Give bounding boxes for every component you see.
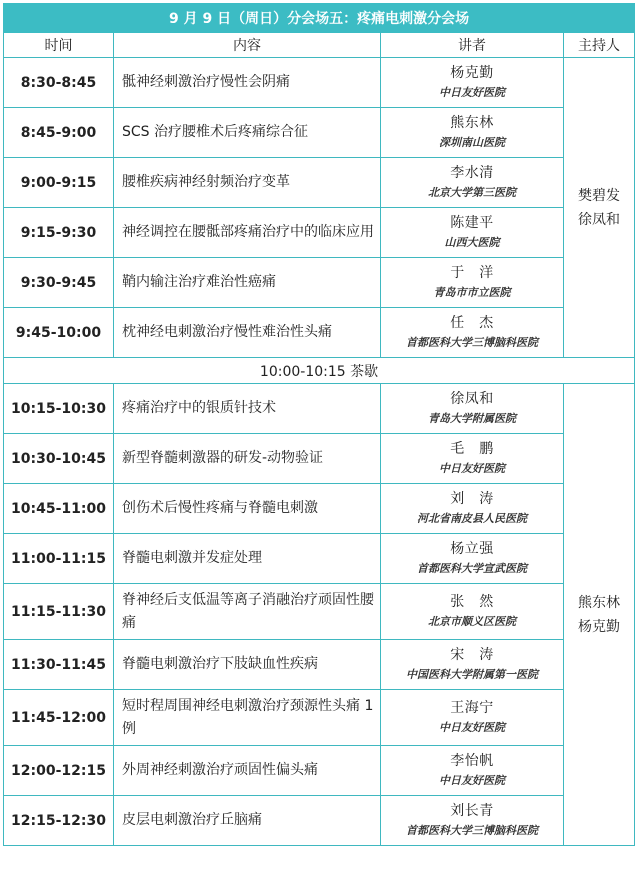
host-cell-session1 (564, 58, 635, 358)
header-host: 主持人 (564, 33, 635, 58)
speaker-cell (381, 584, 564, 640)
speaker-org: 北京大学第三医院 (428, 185, 516, 199)
speaker-cell (381, 308, 564, 358)
speaker-name: 李水清 (450, 164, 494, 181)
speaker-org: 北京市顺义区医院 (428, 614, 516, 628)
content-cell: 外周神经刺激治疗顽固性偏头痛 (114, 746, 381, 796)
content-cell: 新型脊髓刺激器的研发-动物验证 (114, 434, 381, 484)
speaker-name: 于 洋 (450, 264, 494, 281)
header-speaker: 讲者 (381, 33, 564, 58)
table-row (4, 584, 635, 640)
speaker-org: 青岛市市立医院 (433, 285, 511, 299)
speaker-cell (381, 640, 564, 690)
speaker-cell (381, 158, 564, 208)
speaker-name: 毛 鹏 (450, 440, 494, 457)
speaker-name: 王海宁 (450, 699, 494, 716)
time-cell: 11:00-11:15 (4, 534, 114, 584)
time-cell: 12:15-12:30 (4, 796, 114, 846)
host-cell-session2 (564, 384, 635, 846)
time-cell: 10:15-10:30 (4, 384, 114, 434)
speaker-cell (381, 108, 564, 158)
speaker-name: 刘长青 (450, 802, 494, 819)
speaker-org: 中日友好医院 (439, 720, 505, 734)
speaker-name: 宋 涛 (450, 646, 494, 663)
speaker-cell (381, 484, 564, 534)
speaker-org: 中日友好医院 (439, 773, 505, 787)
speaker-org: 中国医科大学附属第一医院 (406, 667, 538, 681)
schedule-table (3, 3, 635, 846)
speaker-name: 刘 涛 (450, 490, 494, 507)
speaker-org: 首都医科大学宣武医院 (417, 561, 527, 575)
content-cell: 疼痛治疗中的银质针技术 (114, 384, 381, 434)
content-cell: 鞘内输注治疗难治性癌痛 (114, 258, 381, 308)
speaker-org: 青岛大学附属医院 (428, 411, 516, 425)
speaker-cell (381, 384, 564, 434)
content-cell: SCS 治疗腰椎术后疼痛综合征 (114, 108, 381, 158)
speaker-cell (381, 258, 564, 308)
host-name: 杨克勤 (578, 618, 621, 635)
content-cell: 骶神经刺激治疗慢性会阴痛 (114, 58, 381, 108)
time-cell: 10:30-10:45 (4, 434, 114, 484)
speaker-cell (381, 208, 564, 258)
page-title: 9 月 9 日（周日）分会场五：疼痛电刺激分会场 (4, 4, 635, 33)
host-name: 樊碧发 (578, 187, 621, 204)
header-content: 内容 (114, 33, 381, 58)
speaker-name: 李怡帆 (450, 752, 494, 769)
table-row (4, 640, 635, 690)
break-label: 10:00-10:15 茶歇 (4, 358, 635, 384)
table-row (4, 434, 635, 484)
content-cell: 脊神经后支低温等离子消融治疗顽固性腰痛 (114, 584, 381, 640)
speaker-cell (381, 58, 564, 108)
speaker-name: 杨立强 (450, 540, 494, 557)
header-row (4, 33, 635, 58)
schedule-sheet (3, 3, 636, 846)
content-cell: 脊髓电刺激治疗下肢缺血性疾病 (114, 640, 381, 690)
time-cell: 11:45-12:00 (4, 690, 114, 746)
time-cell: 9:15-9:30 (4, 208, 114, 258)
speaker-org: 中日友好医院 (439, 85, 505, 99)
speaker-org: 河北省南皮县人民医院 (417, 511, 527, 525)
time-cell: 9:45-10:00 (4, 308, 114, 358)
content-cell: 创伤术后慢性疼痛与脊髓电刺激 (114, 484, 381, 534)
speaker-org: 首都医科大学三博脑科医院 (406, 335, 538, 349)
speaker-cell (381, 534, 564, 584)
table-row (4, 796, 635, 846)
speaker-cell (381, 434, 564, 484)
time-cell: 12:00-12:15 (4, 746, 114, 796)
content-cell: 腰椎疾病神经射频治疗变革 (114, 158, 381, 208)
time-cell: 9:30-9:45 (4, 258, 114, 308)
speaker-org: 首都医科大学三博脑科医院 (406, 823, 538, 837)
table-row (4, 158, 635, 208)
speaker-name: 徐凤和 (450, 390, 494, 407)
time-cell: 8:30-8:45 (4, 58, 114, 108)
speaker-cell (381, 796, 564, 846)
time-cell: 11:30-11:45 (4, 640, 114, 690)
header-time: 时间 (4, 33, 114, 58)
table-row (4, 258, 635, 308)
break-row (4, 358, 635, 384)
host-name: 徐凤和 (578, 211, 621, 228)
speaker-name: 张 然 (450, 593, 494, 610)
content-cell: 神经调控在腰骶部疼痛治疗中的临床应用 (114, 208, 381, 258)
host-name: 熊东林 (578, 594, 621, 611)
content-cell: 脊髓电刺激并发症处理 (114, 534, 381, 584)
speaker-org: 中日友好医院 (439, 461, 505, 475)
speaker-name: 陈建平 (450, 214, 494, 231)
time-cell: 9:00-9:15 (4, 158, 114, 208)
speaker-name: 任 杰 (450, 314, 494, 331)
content-cell: 皮层电刺激治疗丘脑痛 (114, 796, 381, 846)
table-row (4, 690, 635, 746)
speaker-cell (381, 746, 564, 796)
speaker-org: 山西大医院 (444, 235, 500, 249)
content-cell: 枕神经电刺激治疗慢性难治性头痛 (114, 308, 381, 358)
table-row (4, 534, 635, 584)
table-row (4, 108, 635, 158)
time-cell: 10:45-11:00 (4, 484, 114, 534)
table-row (4, 308, 635, 358)
title-row (4, 4, 635, 33)
table-row (4, 384, 635, 434)
time-cell: 11:15-11:30 (4, 584, 114, 640)
speaker-org: 深圳南山医院 (439, 135, 505, 149)
table-row (4, 208, 635, 258)
table-row (4, 746, 635, 796)
speaker-name: 杨克勤 (450, 64, 494, 81)
speaker-name: 熊东林 (450, 114, 494, 131)
speaker-cell (381, 690, 564, 746)
content-cell: 短时程周围神经电刺激治疗颈源性头痛 1 例 (114, 690, 381, 746)
time-cell: 8:45-9:00 (4, 108, 114, 158)
table-row (4, 58, 635, 108)
table-row (4, 484, 635, 534)
